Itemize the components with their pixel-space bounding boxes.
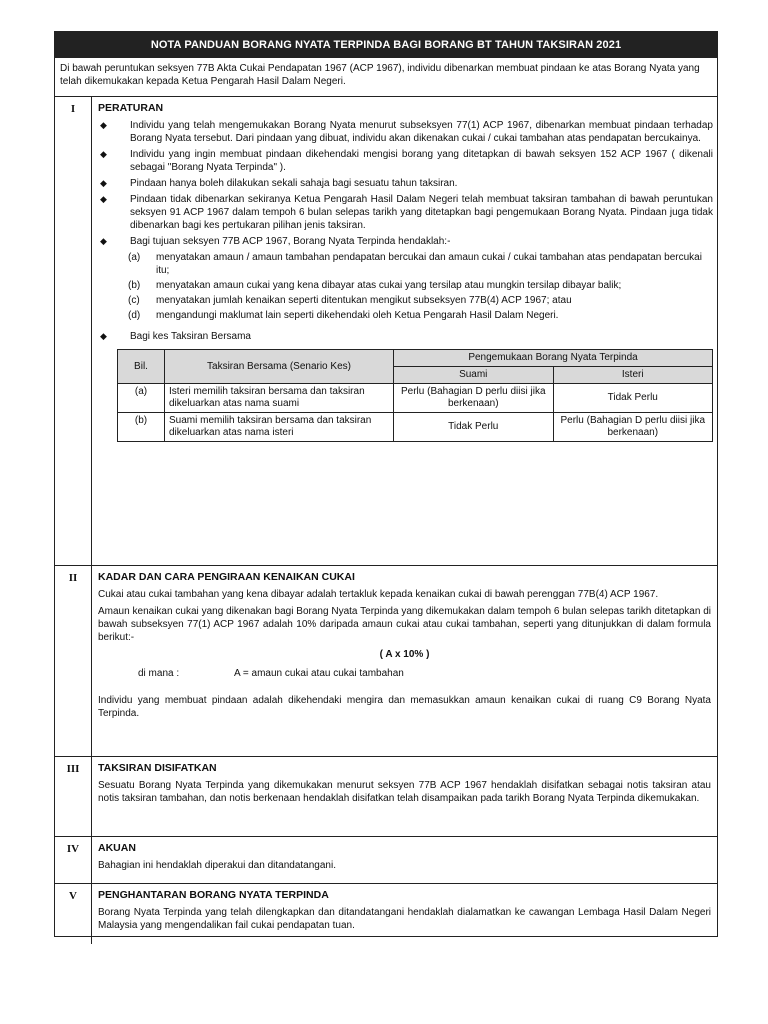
table-row: (b) Suami memilih taksiran bersama dan taksiran dikeluarkan atas nama isteri Tidak Perlu Perlu (Bahagian D perlu diisi jika berkenaan) — [118, 413, 713, 442]
col-header-pengemukaan: Pengemukaan Borang Nyata Terpinda — [394, 350, 713, 367]
formula: ( A x 10% ) — [379, 649, 430, 660]
col-header-bil: Bil. — [118, 350, 165, 384]
section-v — [55, 884, 717, 944]
section-title: KADAR DAN CARA PENGIRAAN KENAIKAN CUKAI — [98, 571, 355, 583]
bullet-icon: ◆ — [100, 149, 107, 159]
joint-assessment-table — [117, 349, 713, 442]
guidance-notes-page — [54, 31, 718, 937]
col-header-taksiran: Taksiran Bersama (Senario Kes) — [165, 350, 394, 384]
paragraph: Individu yang membuat pindaan adalah dikehendaki mengira dan memasukkan amaun kenaikan cukai di ruang C9 Borang Nyata Terpinda. — [98, 695, 711, 719]
formula-legend: di mana : A = amaun cukai atau cukai tambahan — [138, 668, 404, 679]
col-header-isteri: Isteri — [553, 367, 713, 384]
sub-item: (b) menyatakan amaun cukai yang kena dibayar atas cukai yang tersilap atau mungkin tersilap dibayar balik; — [128, 280, 622, 291]
bullet-icon: ◆ — [100, 120, 107, 130]
section-number: V — [55, 884, 92, 944]
section-i — [55, 97, 717, 566]
paragraph: Amaun kenaikan cukai yang dikenakan bagi Borang Nyata Terpinda yang dikemukakan dalam tempoh 6 bulan selepas tarikh ditetapkan di bawah subseksyen 77(1) ACP 1967 adalah 10% daripada amaun cukai atau cukai tambahan, seperti yang ditunjukkan di dalam formula berikut:- — [98, 606, 711, 643]
section-number: II — [55, 566, 92, 756]
page-title: NOTA PANDUAN BORANG NYATA TERPINDA BAGI BORANG BT TAHUN TAKSIRAN 2021 — [55, 32, 717, 58]
list-item: ◆ Individu yang telah mengemukakan Borang Nyata menurut subseksyen 77(1) ACP 1967, dibenarkan membuat pindaan terhadap Borang Nyata tersebut. Dari pindaan yang dibuat, individu akan dikenakan cukai / cukai tambahan atas pendapatan bercukainya. — [100, 120, 713, 144]
paragraph: Borang Nyata Terpinda yang telah dilengkapkan dan ditandatangani hendaklah dialamatkan ke cawangan Lembaga Hasil Dalam Negeri Malaysia yang mengendalikan fail cukai pendapatan tuan. — [98, 907, 711, 931]
bullet-icon: ◆ — [100, 236, 107, 246]
section-number: I — [55, 97, 92, 565]
section-title: AKUAN — [98, 842, 136, 854]
section-title: PENGHANTARAN BORANG NYATA TERPINDA — [98, 889, 329, 901]
section-number: IV — [55, 837, 92, 883]
sub-item: (c) menyatakan jumlah kenaikan seperti ditentukan mengikut subseksyen 77B(4) ACP 1967; atau — [128, 295, 572, 306]
list-item: ◆ Bagi kes Taksiran Bersama — [100, 331, 251, 342]
list-item: ◆ Pindaan hanya boleh dilakukan sekali sahaja bagi sesuatu tahun taksiran. — [100, 178, 458, 189]
bullet-icon: ◆ — [100, 331, 107, 341]
list-item: ◆ Pindaan tidak dibenarkan sekiranya Ketua Pengarah Hasil Dalam Negeri telah membuat taksiran tambahan di bawah peruntukan seksyen 91 ACP 1967 dalam tempoh 6 bulan selepas tarikh yang ditetapkan bagi pengemukaan Borang Nyata. Pindaan juga tidak dibenarkan bagi kes pertukaran pilihan jenis taksiran. — [100, 194, 713, 231]
sub-item: (a) menyatakan amaun / amaun tambahan pendapatan bercukai dan amaun cukai / cukai tambahan atas pendapatan bercukai itu; — [128, 252, 702, 276]
section-iv — [55, 837, 717, 884]
intro-paragraph: Di bawah peruntukan seksyen 77B Akta Cukai Pendapatan 1967 (ACP 1967), individu dibenarkan membuat pindaan ke atas Borang Nyata yang telah dikemukakan kepada Ketua Pengarah Hasil Dalam Negeri. — [55, 58, 717, 97]
paragraph: Bahagian ini hendaklah diperakui dan ditandatangani. — [98, 860, 336, 871]
paragraph: Sesuatu Borang Nyata Terpinda yang dikemukakan menurut seksyen 77B ACP 1967 hendaklah disifatkan sebagai notis taksiran atau notis taksiran tambahan, dan notis berkenaan hendaklah disifatkan telah disampaikan pada tarikh Borang Nyata Terpinda dikemukakan. — [98, 780, 711, 804]
paragraph: Cukai atau cukai tambahan yang kena dibayar adalah tertakluk kepada kenaikan cukai di bawah perenggan 77B(4) ACP 1967. — [98, 589, 659, 600]
table-row: (a) Isteri memilih taksiran bersama dan taksiran dikeluarkan atas nama suami Perlu (Bahagian D perlu diisi jika berkenaan) Tidak Perlu — [118, 384, 713, 413]
sub-item: (d) mengandungi maklumat lain seperti dikehendaki oleh Ketua Pengarah Hasil Dalam Negeri. — [128, 310, 559, 321]
list-item: ◆ Individu yang ingin membuat pindaan dikehendaki mengisi borang yang ditetapkan di bawah seksyen 152 ACP 1967 ( dikenali sebagai "Borang Nyata Terpinda" ). — [100, 149, 713, 173]
section-ii — [55, 566, 717, 757]
col-header-suami: Suami — [394, 367, 554, 384]
section-title: TAKSIRAN DISIFATKAN — [98, 762, 217, 774]
section-iii — [55, 757, 717, 837]
list-item: ◆ Bagi tujuan seksyen 77B ACP 1967, Borang Nyata Terpinda hendaklah:- — [100, 236, 451, 247]
section-number: III — [55, 757, 92, 836]
section-title: PERATURAN — [98, 102, 164, 114]
bullet-icon: ◆ — [100, 194, 107, 204]
bullet-icon: ◆ — [100, 178, 107, 188]
